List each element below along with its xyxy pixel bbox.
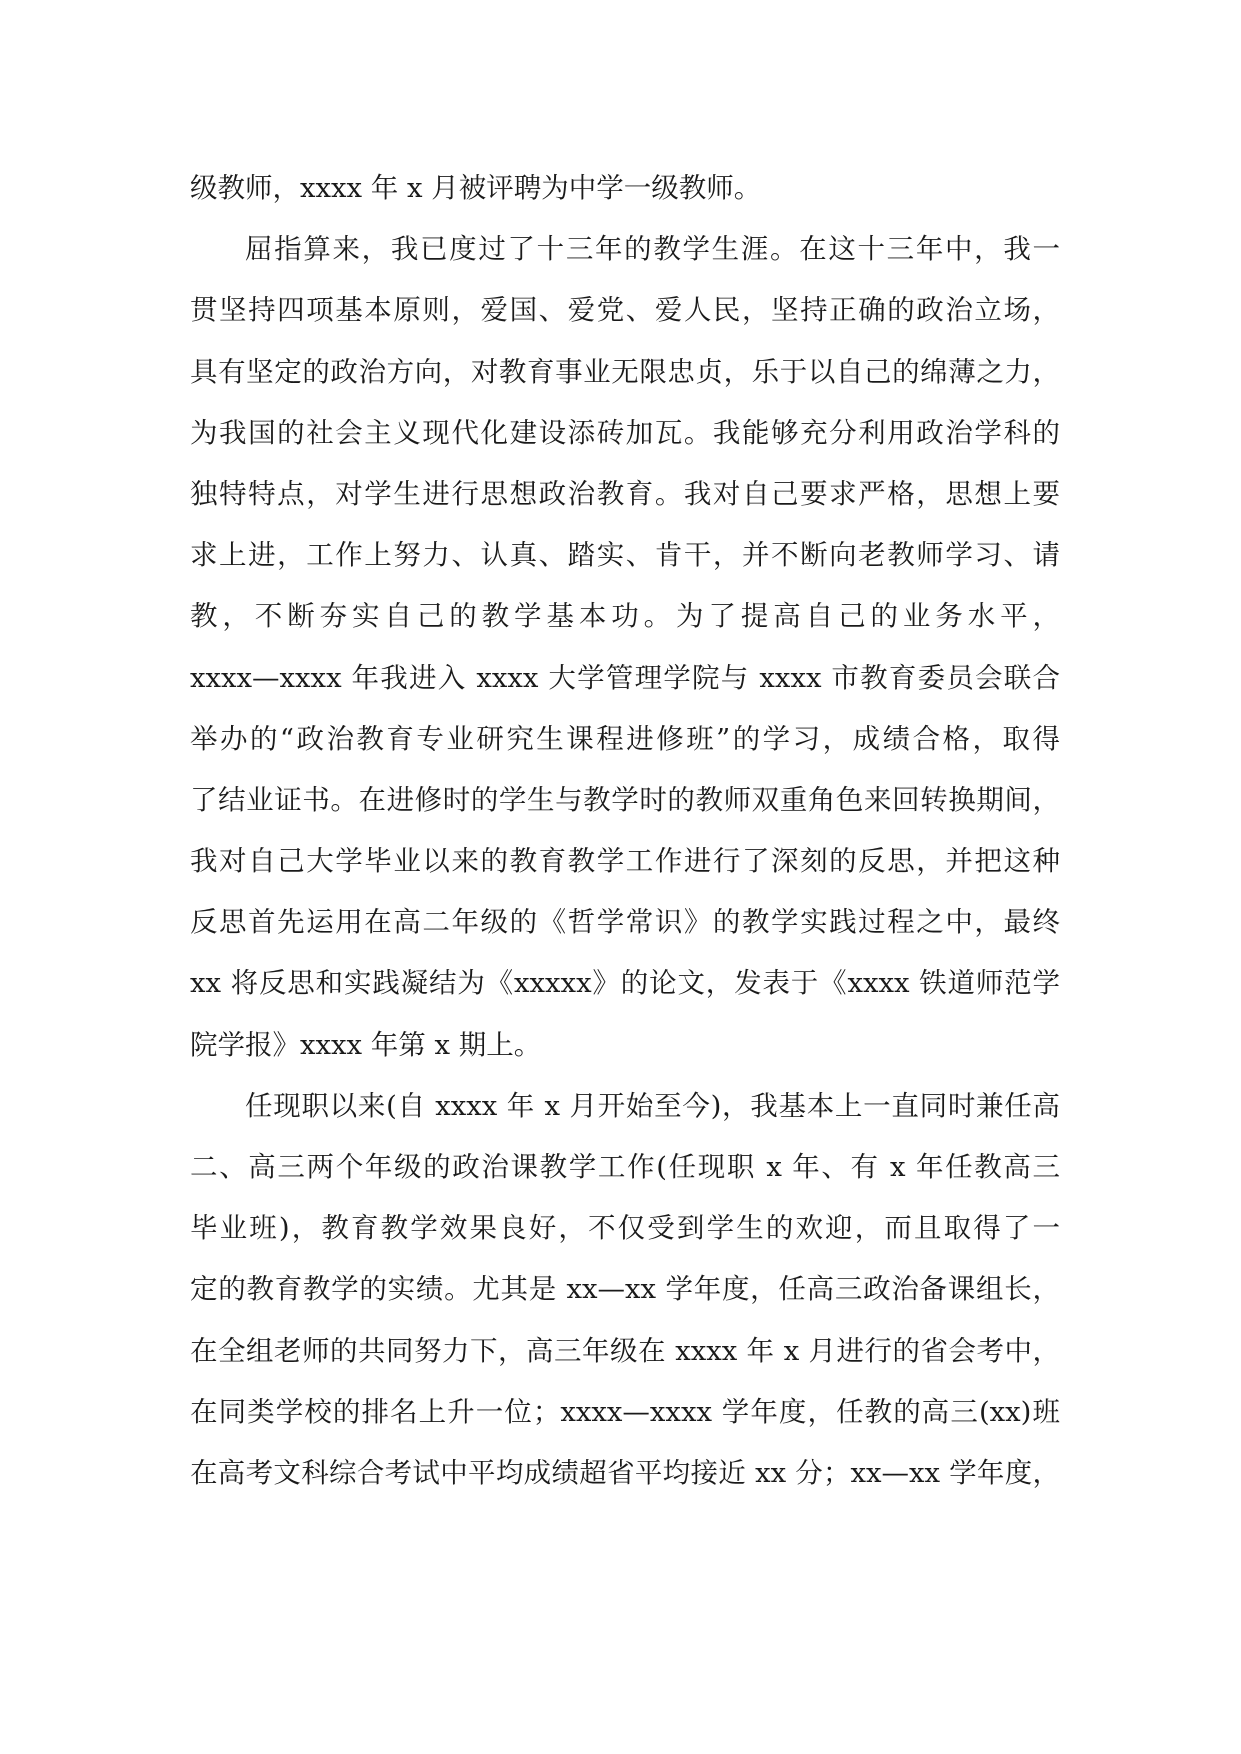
text-line: 屈指算来，我已度过了十三年的教学生涯。在这十三年中，我一 xyxy=(245,233,1060,266)
text-line: 级教师，xxxx 年 x 月被评聘为中学一级教师。 xyxy=(190,172,762,204)
text-line: 在同类学校的排名上升一位；xxxx—xxxx 学年度，任教的高三(xx)班 xyxy=(190,1395,1060,1428)
text-line: 独特特点，对学生进行思想政治教育。我对自己要求严格，思想上要 xyxy=(190,477,1060,510)
text-line: 在高考文科综合考试中平均成绩超省平均接近 xx 分；xx—xx 学年度， xyxy=(190,1456,1060,1489)
text-line: 了结业证书。在进修时的学生与教学时的教师双重角色来回转换期间， xyxy=(190,783,1060,816)
text-line: 求上进，工作上努力、认真、踏实、肯干，并不断向老教师学习、请 xyxy=(190,539,1060,572)
text-line: xxxx—xxxx 年我进入 xxxx 大学管理学院与 xxxx 市教育委员会联合 xyxy=(190,661,1060,694)
text-line: 任现职以来(自 xxxx 年 x 月开始至今)，我基本上一直同时兼任高 xyxy=(245,1089,1060,1122)
text-line: 毕业班)，教育教学效果良好，不仅受到学生的欢迎，而且取得了一 xyxy=(190,1212,1060,1245)
body-text xyxy=(190,158,1060,1504)
text-line: 为我国的社会主义现代化建设添砖加瓦。我能够充分利用政治学科的 xyxy=(190,416,1060,449)
text-line: 具有坚定的政治方向，对教育事业无限忠贞，乐于以自己的绵薄之力， xyxy=(190,355,1060,388)
text-line: 教，不断夯实自己的教学基本功。为了提高自己的业务水平， xyxy=(190,600,1060,633)
text-line: 定的教育教学的实绩。尤其是 xx—xx 学年度，任高三政治备课组长， xyxy=(190,1273,1060,1306)
text-line: 贯坚持四项基本原则，爱国、爱党、爱人民，坚持正确的政治立场， xyxy=(190,294,1060,327)
text-line: 举办的“政治教育专业研究生课程进修班”的学习，成绩合格，取得 xyxy=(190,722,1060,755)
text-line: 二、高三两个年级的政治课教学工作(任现职 x 年、有 x 年任教高三 xyxy=(190,1151,1060,1183)
text-line: 反思首先运用在高二年级的《哲学常识》的教学实践过程之中，最终 xyxy=(190,906,1060,939)
text-line: xx 将反思和实践凝结为《xxxxx》的论文，发表于《xxxx 铁道师范学 xyxy=(190,967,1060,1000)
text-line: 我对自己大学毕业以来的教育教学工作进行了深刻的反思，并把这种 xyxy=(190,845,1060,878)
text-line: 院学报》xxxx 年第 x 期上。 xyxy=(190,1028,542,1061)
text-line: 在全组老师的共同努力下，高三年级在 xxxx 年 x 月进行的省会考中， xyxy=(190,1334,1060,1367)
